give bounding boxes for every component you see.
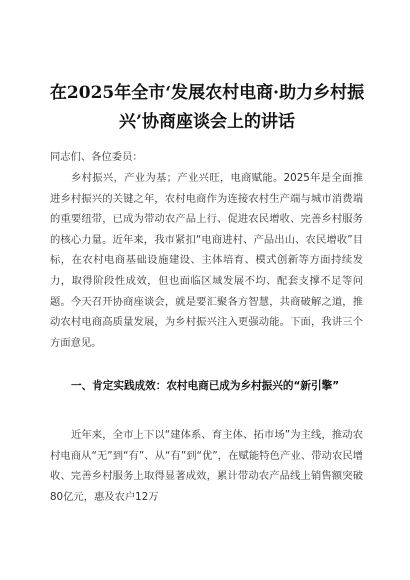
section-1-paragraph: 近年来，全市上下以“建体系、育主体、拓市场”为主线，推动农村电商从“无”到“有”、从“有”到“优”，在赋能特色产业、带动农民增收、完善乡村服务上取得显著成效，累计带动农产品线上销售额突破80亿元，惠及农户12万 [50,429,363,503]
intro-paragraph: 乡村振兴，产业为基；产业兴旺，电商赋能。2025年是全面推进乡村振兴的关键之年，农村电商作为连接农村生产端与城市消费端的重要纽带，已成为带动农产品上行、促进农民增收、完善乡村服务的核心力量。近年来，我市紧扣“电商进村、产品出山、农民增收”目标，在农村电商基础设施建设、主体培育、模式创新等方面持续发力，取得阶段性成效，但也面临区域发展不均、配套支撑不足等问题。今天召开协商座谈会，就是要汇聚各方智慧，共商破解之道，推动农村电商高质量发展，为乡村振兴注入更强动能。下面，我讲三个方面意见。 [50,172,363,349]
speech-title: 在2025年全市‘发展农村电商·助力乡村振兴’协商座谈会上的讲话 [49,83,365,132]
salutation: 同志们、各位委员： [50,151,143,163]
section-heading-1: 一、肯定实践成效：农村电商已成为乡村振兴的“新引擎” [71,380,340,392]
